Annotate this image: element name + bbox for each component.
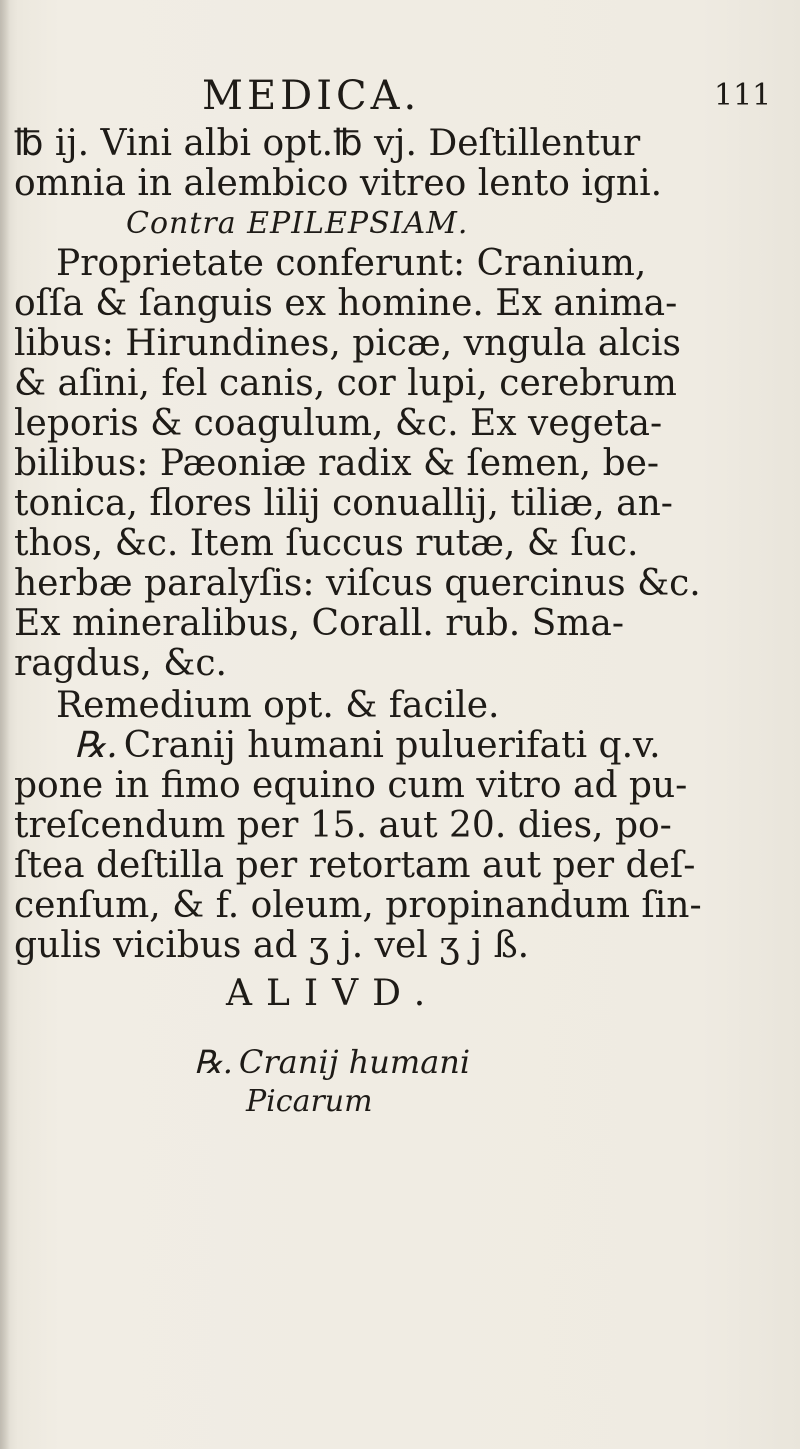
text-line: Ex mineralibus, Corall. rub. Sma- xyxy=(14,603,625,644)
section-heading-contra-epilepsiam: Contra EPILEPSIAM. xyxy=(126,206,469,241)
recipe-line xyxy=(14,726,794,766)
recipe-symbol: ℞. xyxy=(74,725,118,766)
running-head xyxy=(14,72,794,124)
recipe-text: Cranij humani puluerifati q.v. xyxy=(123,725,661,766)
text-line: tonica, flores lilij conuallij, tiliæ, an- xyxy=(14,483,673,524)
text-line: ℔ ij. Vini albi opt.℔ vj. Deſtillentur xyxy=(14,123,641,164)
recipe-symbol: ℞. xyxy=(194,1043,233,1081)
text-line: pone in fimo equino cum vitro ad pu- xyxy=(14,765,688,806)
text-line: thos, &c. Item ſuccus rutæ, & ſuc. xyxy=(14,523,639,564)
section-heading-aliud: ALIVD. xyxy=(226,973,440,1014)
text-line: libus: Hirundines, picæ, vngula alcis xyxy=(14,323,681,364)
text-line: gulis vicibus ad ʒ j. vel ʒ j ß. xyxy=(14,925,530,966)
text-line: treſcendum per 15. aut 20. dies, po- xyxy=(14,805,672,846)
text-line: ſtea deſtilla per retortam aut per deſ- xyxy=(14,845,696,886)
text-line: leporis & coagulum, &c. Ex vegeta- xyxy=(14,403,663,444)
text-line: bilibus: Pæoniæ radix & ſemen, be- xyxy=(14,443,660,484)
remedium-heading: Remedium opt. & facile. xyxy=(56,685,500,726)
text-line: & aſini, fel canis, cor lupi, cerebrum xyxy=(14,363,677,404)
running-head-title: MEDICA. xyxy=(202,73,421,119)
text-line: cenſum, & f. oleum, propinandum ſin- xyxy=(14,885,702,926)
page-gutter-shadow xyxy=(0,0,10,1449)
page-number: 111 xyxy=(714,78,772,113)
text-line: Proprietate conferunt: Cranium, xyxy=(56,243,647,284)
text-line: ragdus, &c. xyxy=(14,643,227,684)
recipe-text: Cranij humani xyxy=(238,1043,471,1081)
text-line: omnia in alembico vitreo lento igni. xyxy=(14,163,663,204)
page-text xyxy=(14,72,794,1122)
text-line: herbæ paralyſis: viſcus quercinus &c. xyxy=(14,563,701,604)
recipe-line-italic: Picarum xyxy=(246,1084,373,1119)
text-line: oſſa & ſanguis ex homine. Ex anima- xyxy=(14,283,678,324)
recipe-line-italic xyxy=(14,1042,794,1082)
